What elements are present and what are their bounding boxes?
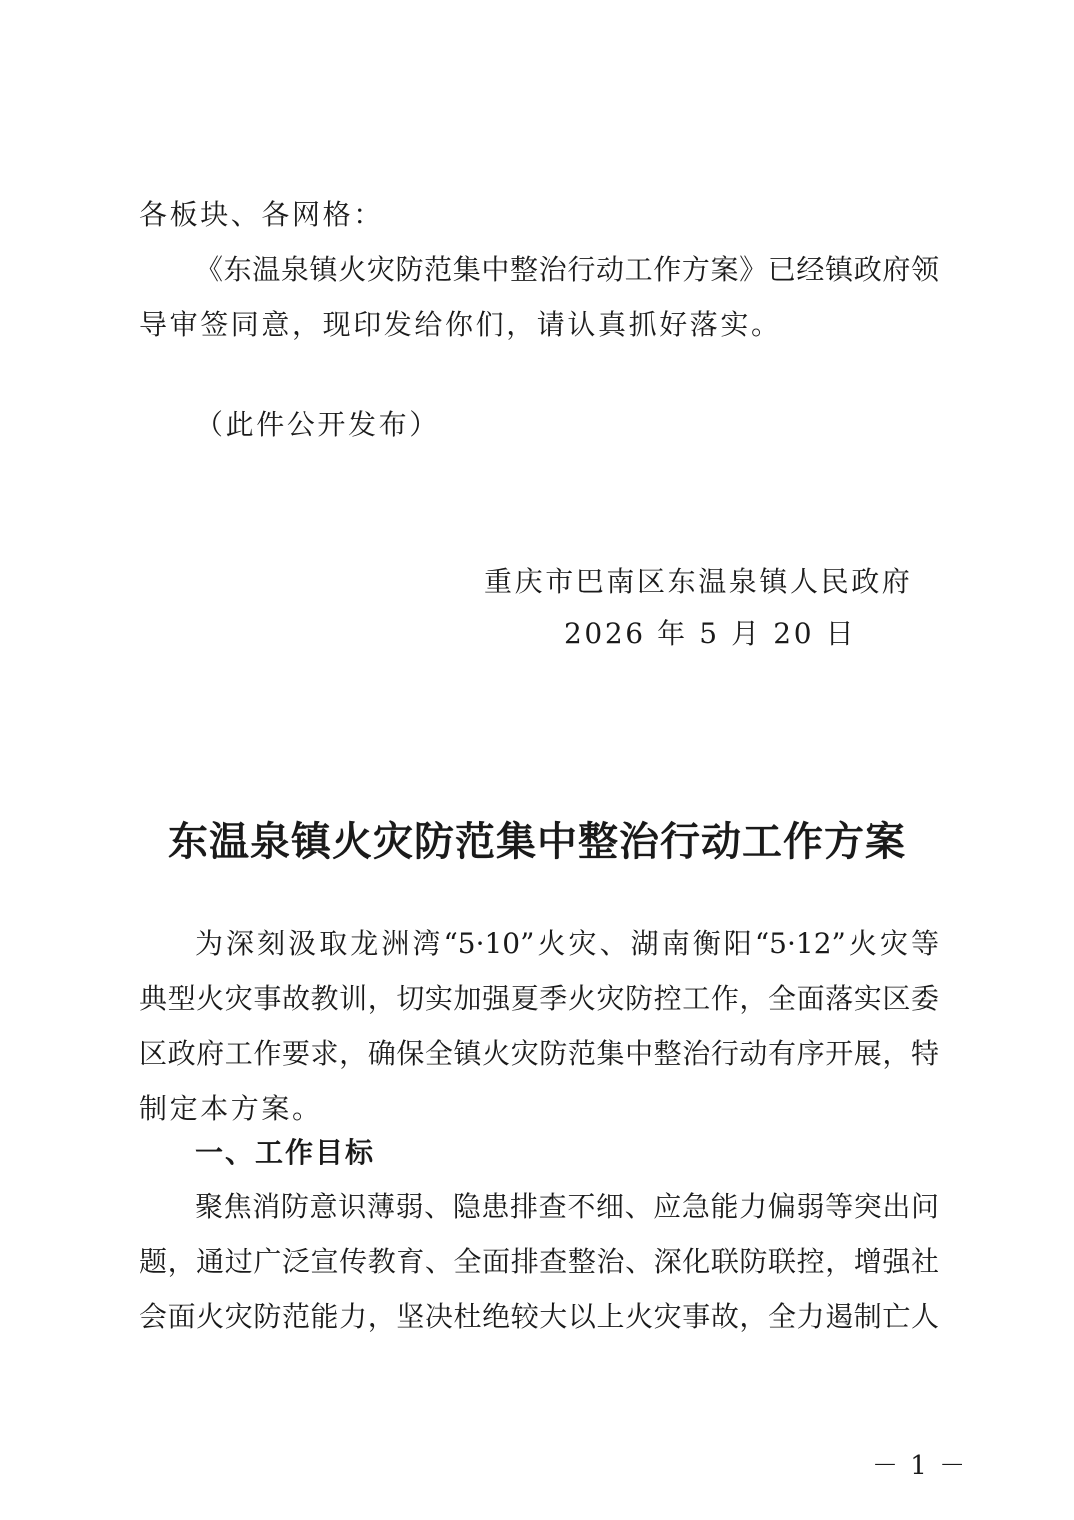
intro-line-3: 区政府工作要求，确保全镇火灾防范集中整治行动有序开展，特: [139, 1037, 939, 1070]
page-number: － 1 －: [872, 1451, 968, 1481]
plan-title: 东温泉镇火灾防范集中整治行动工作方案: [168, 818, 906, 865]
section-1-line-2: 题，通过广泛宣传教育、全面排查整治、深化联防联控，增强社: [139, 1245, 939, 1278]
intro-line-1: 为深刻汲取龙洲湾“5·10”火灾、湖南衡阳“5·12”火灾等: [195, 927, 939, 960]
notice-body-line-1: 《东温泉镇火灾防范集中整治行动工作方案》已经镇政府领: [195, 253, 939, 286]
section-1-heading: 一、工作目标: [195, 1136, 376, 1169]
intro-line-2: 典型火灾事故教训，切实加强夏季火灾防控工作，全面落实区委: [139, 982, 939, 1015]
notice-body-line-2: 导审签同意，现印发给你们，请认真抓好落实。: [139, 308, 782, 341]
publish-note: （此件公开发布）: [195, 408, 440, 441]
issue-date: 2026 年 5 月 20 日: [564, 617, 857, 650]
section-1-line-3: 会面火灾防范能力，坚决杜绝较大以上火灾事故，全力遏制亡人: [139, 1300, 939, 1333]
issuer-name: 重庆市巴南区东温泉镇人民政府: [484, 565, 913, 598]
intro-line-4: 制定本方案。: [139, 1092, 323, 1125]
section-1-line-1: 聚焦消防意识薄弱、隐患排查不细、应急能力偏弱等突出问: [195, 1190, 939, 1223]
salutation: 各板块、各网格：: [139, 198, 384, 231]
